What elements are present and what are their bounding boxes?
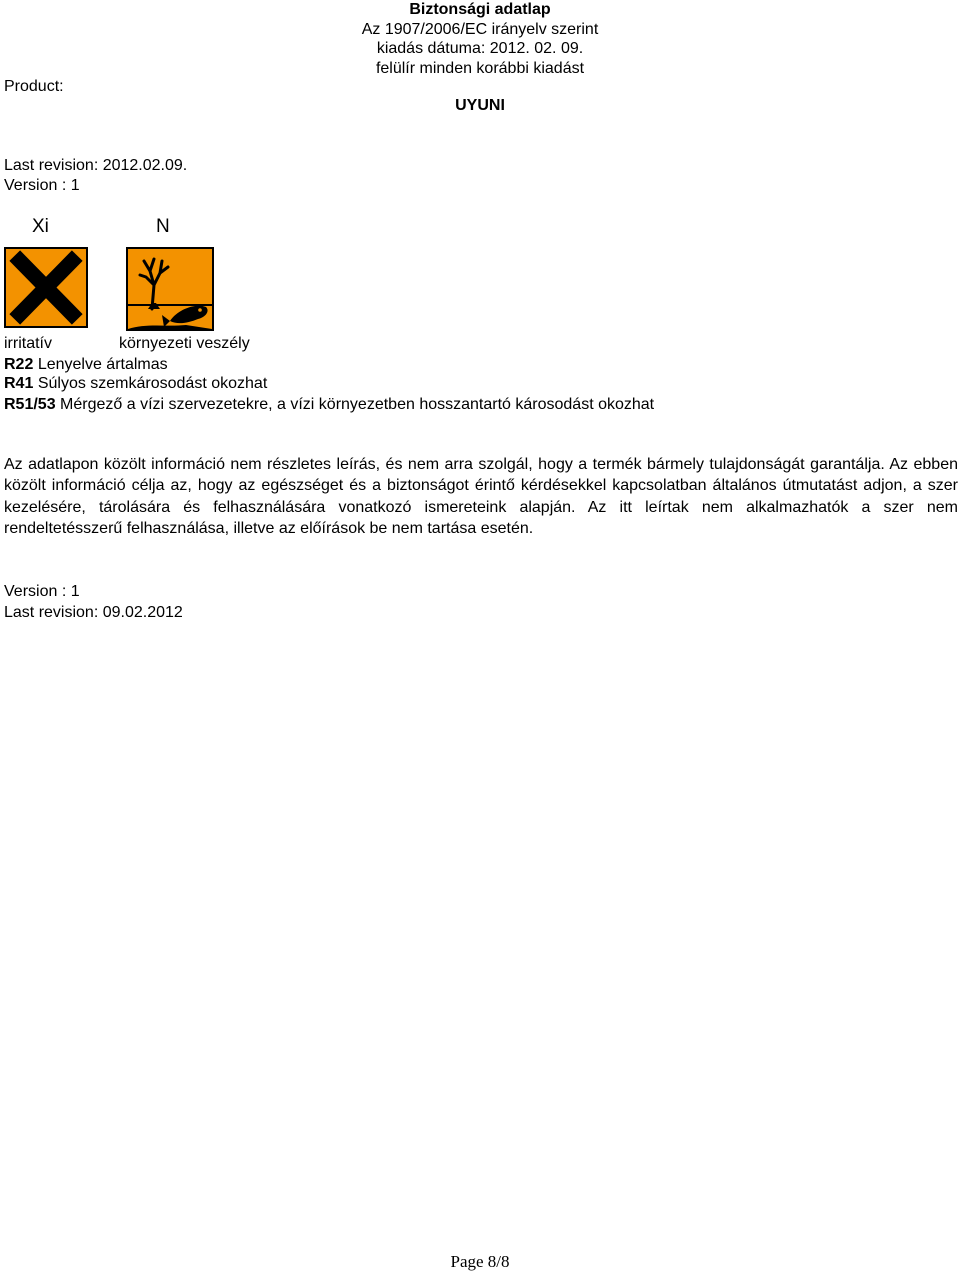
risk-phrase: [4, 355, 168, 375]
hazard-label-environment: környezeti veszély: [119, 335, 250, 352]
page-number: Page 8/8: [450, 1252, 510, 1271]
version-bottom: Version : 1: [4, 583, 80, 600]
harmful-x-cross-icon: [4, 247, 88, 328]
issue-date-line: kiadás dátuma: 2012. 02. 09.: [376, 40, 584, 57]
risk-phrase: [4, 374, 267, 394]
regulation-line: Az 1907/2006/EC irányelv szerint: [361, 20, 599, 38]
document-header: [0, 0, 960, 78]
supersedes-line: felülír minden korábbi kiadást: [375, 59, 585, 77]
version-top: Version : 1: [4, 177, 80, 194]
risk-phrase-code: R41: [4, 375, 34, 392]
hazard-code-xi: Xi: [32, 216, 49, 237]
risk-phrase-text: Lenyelve ártalmas: [37, 356, 168, 373]
hazard-label-irritant: irritatív: [4, 335, 52, 352]
document-title: Biztonsági adatlap: [409, 1, 551, 18]
risk-phrase-code: R51/53: [4, 396, 56, 413]
product-name: UYUNI: [455, 97, 505, 114]
risk-phrase-text: Mérgező a vízi szervezetekre, a vízi környezetben hosszantartó károsodást okozhat: [60, 396, 655, 413]
product-label: Product:: [4, 78, 64, 95]
risk-phrase: [4, 395, 654, 415]
risk-phrase-code: R22: [4, 356, 34, 373]
risk-phrase-text: Súlyos szemkárosodást okozhat: [37, 375, 268, 392]
environment-dead-tree-fish-icon: [126, 247, 214, 331]
hazard-code-n: N: [156, 216, 170, 237]
last-revision-bottom: Last revision: 09.02.2012: [4, 604, 183, 621]
last-revision-top: Last revision: 2012.02.09.: [4, 157, 188, 174]
disclaimer-paragraph: Az adatlapon közölt információ nem részletes leírás, és nem arra szolgál, hogy a termék bármely tulajdonságát garantálja. Az ebben közölt információ célja az, hogy az egészséget és a biztonságot érintő kérdésekkel kapcsolatban általános útmutatást adjon, a szer kezelésére, tárolására és felhasználására vonatkozó ismereteink alapján. Az itt leírtak nem alkalmazhatók a szer nem rendeltetésszerű felhasználása, illetve az előírások be nem tartása esetén.: [4, 456, 958, 537]
